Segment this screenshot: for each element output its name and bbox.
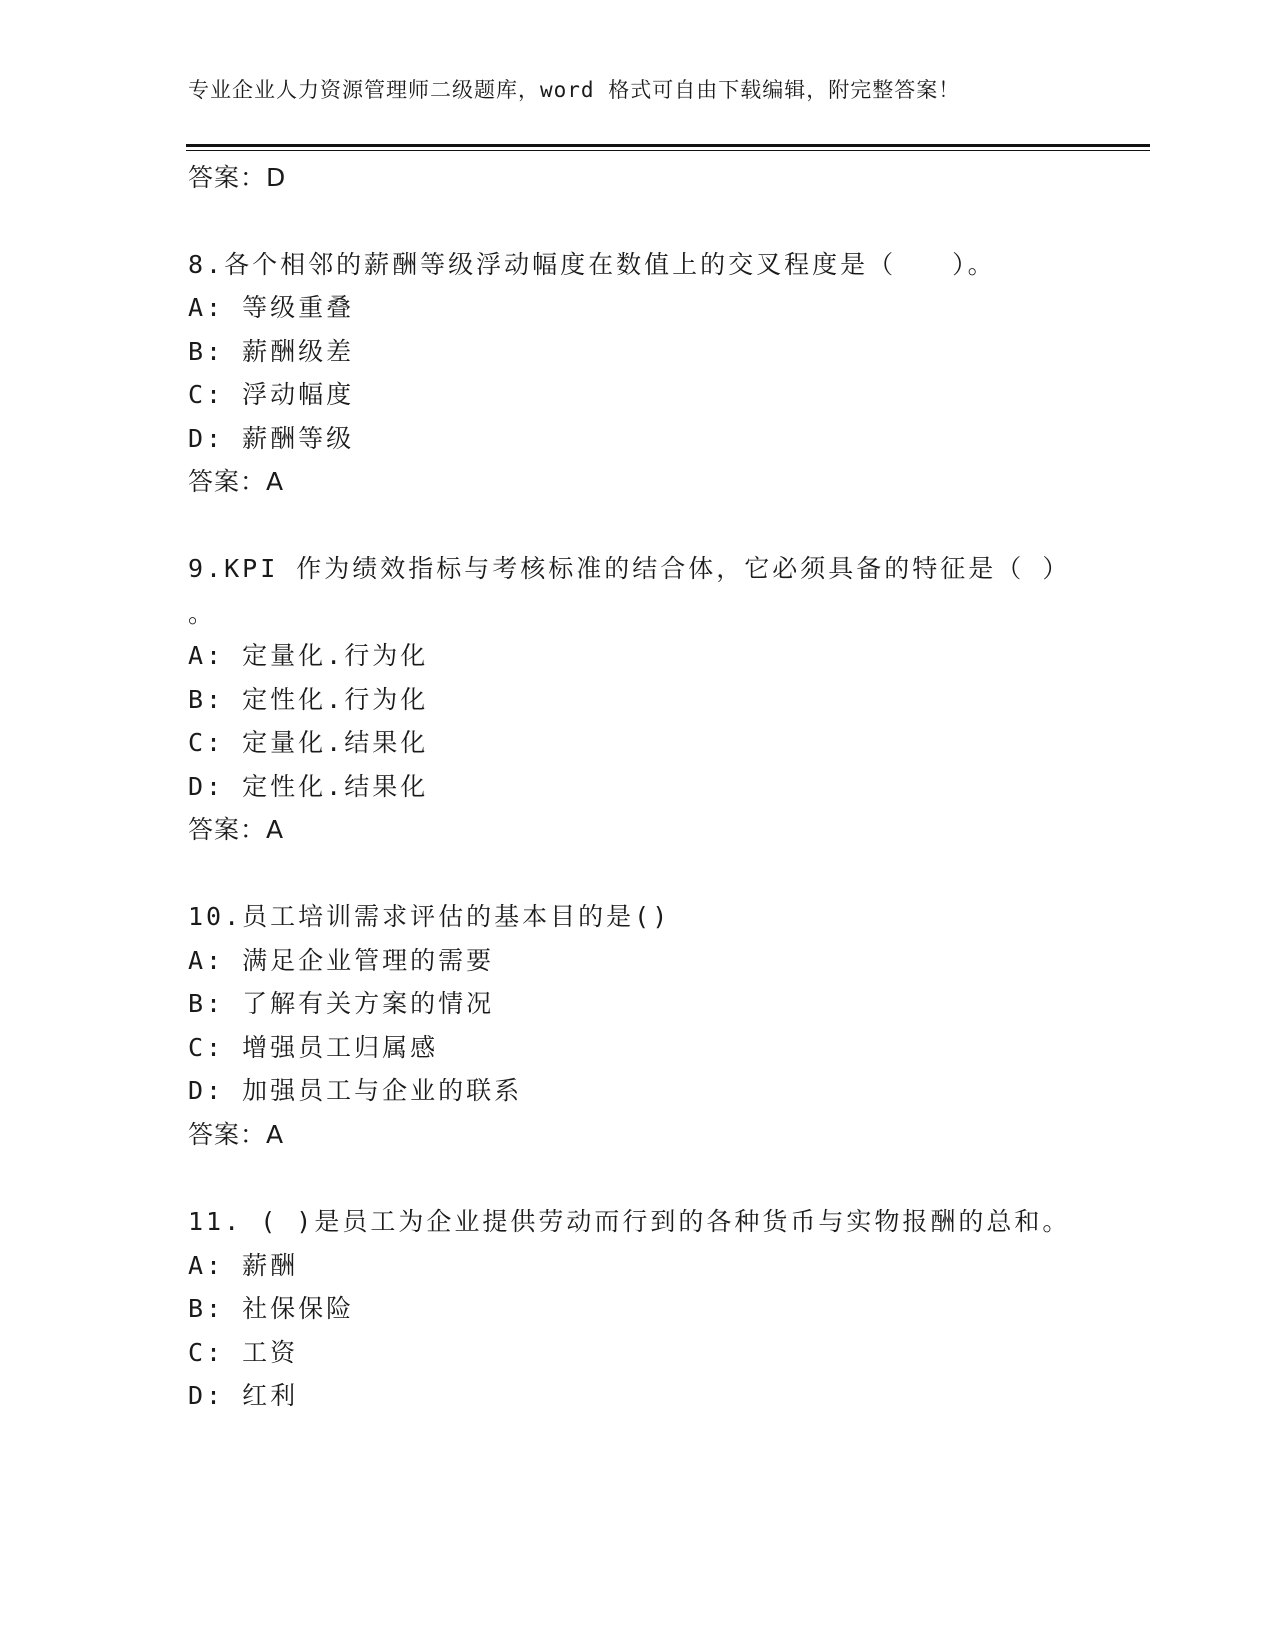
question-option: D: 薪酬等级 <box>188 424 355 453</box>
question-option: B: 薪酬级差 <box>188 337 355 366</box>
question-option: C: 定量化.结果化 <box>188 728 429 757</box>
question-option: C: 工资 <box>188 1338 299 1367</box>
question-answer: 答案：A <box>188 467 285 496</box>
question-option: C: 浮动幅度 <box>188 380 355 409</box>
question-stem: 11. ( )是员工为企业提供劳动而行到的各种货币与实物报酬的总和。 <box>188 1207 1071 1236</box>
question-answer: 答案：A <box>188 1120 285 1149</box>
question-option: D: 加强员工与企业的联系 <box>188 1076 523 1105</box>
header-rule-thick <box>186 144 1150 147</box>
question-stem: 10.员工培训需求评估的基本目的是() <box>188 902 671 931</box>
question-option: D: 红利 <box>188 1381 299 1410</box>
question-stem-continuation: 。 <box>188 599 217 628</box>
page-header: 专业企业人力资源管理师二级题库，word 格式可自由下载编辑，附完整答案！ <box>188 78 961 102</box>
question-option: A: 定量化.行为化 <box>188 641 429 670</box>
question-option: B: 定性化.行为化 <box>188 685 429 714</box>
question-option: A: 等级重叠 <box>188 293 355 322</box>
question-answer: 答案：A <box>188 815 285 844</box>
question-option: D: 定性化.结果化 <box>188 772 429 801</box>
question-option: A: 薪酬 <box>188 1251 299 1280</box>
previous-answer: 答案：D <box>188 163 287 192</box>
question-option: A: 满足企业管理的需要 <box>188 946 495 975</box>
question-option: C: 增强员工归属感 <box>188 1033 439 1062</box>
header-rule-thin <box>186 150 1150 151</box>
question-stem: 8.各个相邻的薪酬等级浮动幅度在数值上的交叉程度是（ ）。 <box>188 250 996 279</box>
question-option: B: 社保保险 <box>188 1294 355 1323</box>
question-option: B: 了解有关方案的情况 <box>188 989 495 1018</box>
question-stem: 9.KPI 作为绩效指标与考核标准的结合体，它必须具备的特征是（ ） <box>188 554 1071 583</box>
